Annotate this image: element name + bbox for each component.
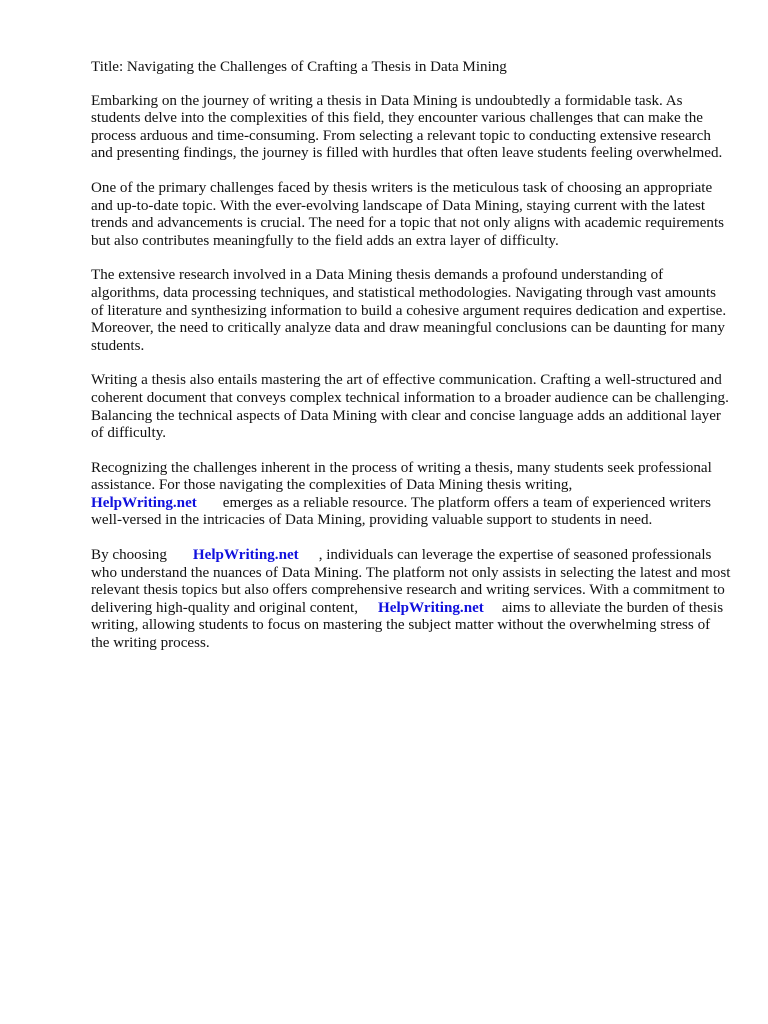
paragraph-assistance — [91, 460, 731, 530]
paragraph-conclusion-text-1: By choosing — [91, 547, 167, 564]
paragraph-communication: Writing a thesis also entails mastering the art of effective communication. Crafting a well-structured and coherent document that conveys complex technical information to a broader audience can be challenging. Balancing the technical aspects of Data Mining with clear and concise language adds an additional layer of difficulty. — [91, 372, 729, 442]
document-body — [91, 59, 731, 670]
paragraph-conclusion — [91, 547, 731, 653]
helpwriting-link[interactable]: HelpWriting.net — [91, 494, 197, 511]
paragraph-conclusion-text-2: , individuals can leverage the expertise of seasoned professionals who understand the nuances of Data Mining. The platform not only assists in selecting the latest and most relevant thesis topics but also offers comprehensive research and writing services. With a commitment to delivering high-quality and original content, — [91, 547, 731, 616]
paragraph-assistance-text-before: Recognizing the challenges inherent in the process of writing a thesis, many students seek professional assistance. For those navigating the complexities of Data Mining thesis writing, — [91, 459, 712, 494]
paragraph-conclusion-text-3: aims to alleviate the burden of thesis writing, allowing students to focus on mastering the subject matter without the overwhelming stress of the writing process. — [91, 599, 724, 652]
paragraph-research: The extensive research involved in a Data Mining thesis demands a profound understanding of algorithms, data processing techniques, and statistical methodologies. Navigating through vast amounts of literature and synthesizing information to build a cohesive argument requires dedication and expertise. Moreover, the need to critically analyze data and draw meaningful conclusions can be daunting for many students. — [91, 267, 727, 354]
helpwriting-link[interactable]: HelpWriting.net — [378, 599, 484, 616]
paragraph-topic-selection: One of the primary challenges faced by thesis writers is the meticulous task of choosing an appropriate and up-to-date topic. With the ever-evolving landscape of Data Mining, staying current with the latest trends and advancements is crucial. The need for a topic that not only aligns with academic requirements but also contributes meaningfully to the field adds an extra layer of difficulty. — [91, 179, 725, 249]
document-title: Title: Navigating the Challenges of Crafting a Thesis in Data Mining — [91, 59, 507, 75]
paragraph-intro: Embarking on the journey of writing a thesis in Data Mining is undoubtedly a formidable task. As students delve into the complexities of this field, they encounter various challenges that can make the process arduous and time-consuming. From selecting a relevant topic to conducting extensive research and presenting findings, the journey is filled with hurdles that often leave students feeling overwhelmed. — [91, 92, 723, 162]
helpwriting-link[interactable]: HelpWriting.net — [192, 547, 299, 564]
paragraph-assistance-text-after: emerges as a reliable resource. The platform offers a team of experienced writers well-versed in the intricacies of Data Mining, providing valuable support to students in need. — [91, 494, 712, 529]
